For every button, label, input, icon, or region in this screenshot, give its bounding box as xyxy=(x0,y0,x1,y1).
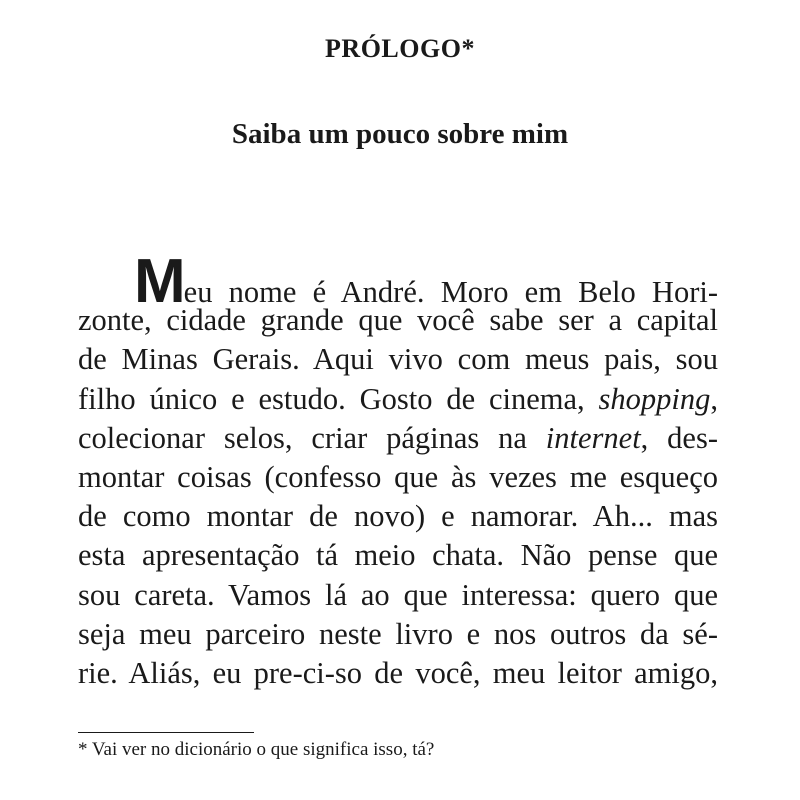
text-line: esta apresentação tá meio chata. Não pense que xyxy=(78,538,718,573)
text-line: filho único e estudo. Gosto de cinema, shopping, xyxy=(78,381,718,416)
text-line: rie. Aliás, eu pre-ci-so de você, meu leitor amigo, xyxy=(78,655,718,690)
chapter-title: PRÓLOGO* xyxy=(325,34,475,63)
italic-word: internet xyxy=(545,420,641,455)
drop-cap: M xyxy=(134,247,184,316)
italic-word: shopping xyxy=(598,381,711,416)
footnote-divider xyxy=(78,732,254,733)
chapter-subtitle: Saiba um pouco sobre mim xyxy=(231,118,569,150)
text-line: de Minas Gerais. Aqui vivo com meus pais, sou xyxy=(78,342,718,377)
footnote: * Vai ver no dicionário o que significa isso, tá? xyxy=(78,739,435,760)
text-line: montar coisas (confesso que às vezes me esqueço xyxy=(78,459,718,494)
text-line: seja meu parceiro neste livro e nos outros da sé- xyxy=(78,616,718,651)
text-line: colecionar selos, criar páginas na internet, des- xyxy=(78,420,718,455)
text-line: sou careta. Vamos lá ao que interessa: quero que xyxy=(78,577,718,612)
text-line: Meu nome é André. Moro em Belo Hori- xyxy=(134,247,718,316)
body-paragraph xyxy=(78,247,718,693)
text-line: zonte, cidade grande que você sabe ser a capital xyxy=(78,303,718,338)
text-line: de como montar de novo) e namorar. Ah... mas xyxy=(78,499,718,534)
